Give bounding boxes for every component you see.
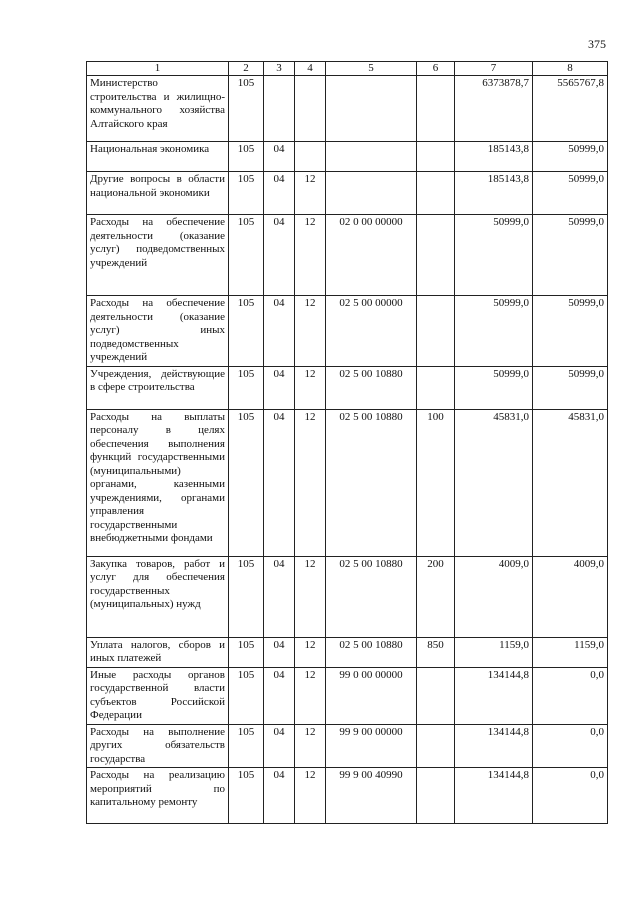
column-header: 6 [417,62,455,76]
cell-amount-1: 4009,0 [455,556,533,637]
cell-target-code: 99 9 00 40990 [326,768,417,824]
cell-expense-type [417,76,455,142]
cell-amount-1: 134144,8 [455,667,533,724]
cell-amount-2: 0,0 [533,724,608,768]
cell-subsection: 04 [264,296,295,367]
cell-subsection: 04 [264,667,295,724]
column-header: 5 [326,62,417,76]
cell-section: 105 [229,637,264,667]
table-row [87,215,608,296]
cell-amount-2: 1159,0 [533,637,608,667]
cell-subsection: 04 [264,172,295,215]
cell-target-code: 02 5 00 00000 [326,296,417,367]
cell-amount-1: 185143,8 [455,142,533,172]
cell-expense-type: 850 [417,637,455,667]
row-name: Расходы на обеспечение деятельности (оказание услуг) подведомственных учреждений [87,215,229,296]
cell-target-code [326,142,417,172]
table-row [87,76,608,142]
row-name: Расходы на выплаты персоналу в целях обеспечения выполнения функций государственными (муниципальными) органами, казенными учреждениями, органами управления государственными внебюджетными фондами [87,409,229,556]
cell-subsection-2: 12 [295,172,326,215]
cell-subsection-2: 12 [295,637,326,667]
column-header: 7 [455,62,533,76]
cell-target-code: 99 9 00 00000 [326,724,417,768]
table-row [87,409,608,556]
cell-section: 105 [229,296,264,367]
cell-expense-type [417,142,455,172]
cell-subsection-2: 12 [295,366,326,409]
cell-subsection: 04 [264,142,295,172]
row-name: Учреждения, действующие в сфере строительства [87,366,229,409]
cell-subsection-2: 12 [295,215,326,296]
table-row [87,172,608,215]
cell-amount-1: 134144,8 [455,768,533,824]
cell-expense-type [417,296,455,367]
cell-target-code: 02 5 00 10880 [326,366,417,409]
row-name: Министерство строительства и жилищно-коммунального хозяйства Алтайского края [87,76,229,142]
cell-subsection: 04 [264,215,295,296]
cell-subsection-2: 12 [295,768,326,824]
cell-subsection-2: 12 [295,724,326,768]
cell-subsection-2 [295,76,326,142]
cell-expense-type [417,724,455,768]
table-row [87,724,608,768]
row-name: Национальная экономика [87,142,229,172]
cell-section: 105 [229,366,264,409]
table-row [87,366,608,409]
cell-amount-2: 5565767,8 [533,76,608,142]
cell-amount-2: 50999,0 [533,296,608,367]
cell-amount-2: 0,0 [533,667,608,724]
row-name: Другие вопросы в области национальной экономики [87,172,229,215]
cell-expense-type [417,215,455,296]
cell-amount-2: 0,0 [533,768,608,824]
column-header: 3 [264,62,295,76]
row-name: Расходы на обеспечение деятельности (оказание услуг) иных подведомственных учреждений [87,296,229,367]
row-name: Иные расходы органов государственной власти субъектов Российской Федерации [87,667,229,724]
cell-section: 105 [229,142,264,172]
cell-amount-2: 50999,0 [533,215,608,296]
cell-target-code [326,172,417,215]
cell-section: 105 [229,76,264,142]
cell-amount-2: 50999,0 [533,142,608,172]
budget-table [86,61,608,824]
row-name: Уплата налогов, сборов и иных платежей [87,637,229,667]
cell-target-code: 99 0 00 00000 [326,667,417,724]
table-row [87,637,608,667]
cell-section: 105 [229,724,264,768]
cell-expense-type [417,366,455,409]
column-header: 1 [87,62,229,76]
cell-amount-2: 50999,0 [533,172,608,215]
cell-subsection [264,76,295,142]
cell-amount-1: 185143,8 [455,172,533,215]
page-number: 375 [588,37,606,51]
column-header: 4 [295,62,326,76]
cell-subsection: 04 [264,556,295,637]
column-header: 2 [229,62,264,76]
cell-target-code: 02 0 00 00000 [326,215,417,296]
cell-section: 105 [229,768,264,824]
cell-subsection-2 [295,142,326,172]
cell-amount-1: 45831,0 [455,409,533,556]
cell-expense-type: 200 [417,556,455,637]
cell-amount-1: 50999,0 [455,296,533,367]
cell-expense-type [417,667,455,724]
cell-amount-1: 50999,0 [455,366,533,409]
cell-section: 105 [229,172,264,215]
cell-section: 105 [229,556,264,637]
cell-subsection: 04 [264,409,295,556]
table-row [87,768,608,824]
table-row [87,667,608,724]
table-body [87,62,608,824]
cell-section: 105 [229,667,264,724]
table-row [87,142,608,172]
table-row [87,296,608,367]
cell-target-code: 02 5 00 10880 [326,637,417,667]
cell-subsection: 04 [264,366,295,409]
cell-subsection-2: 12 [295,667,326,724]
cell-subsection-2: 12 [295,556,326,637]
column-header: 8 [533,62,608,76]
cell-amount-2: 45831,0 [533,409,608,556]
cell-amount-1: 50999,0 [455,215,533,296]
cell-target-code: 02 5 00 10880 [326,409,417,556]
cell-expense-type [417,768,455,824]
table-row [87,556,608,637]
cell-target-code [326,76,417,142]
header-row [87,62,608,76]
cell-expense-type [417,172,455,215]
cell-subsection-2: 12 [295,296,326,367]
cell-expense-type: 100 [417,409,455,556]
cell-amount-1: 134144,8 [455,724,533,768]
cell-amount-1: 1159,0 [455,637,533,667]
row-name: Закупка товаров, работ и услуг для обеспечения государственных (муниципальных) нужд [87,556,229,637]
cell-amount-2: 4009,0 [533,556,608,637]
row-name: Расходы на реализацию мероприятий по капитальному ремонту [87,768,229,824]
cell-amount-2: 50999,0 [533,366,608,409]
cell-subsection: 04 [264,724,295,768]
cell-target-code: 02 5 00 10880 [326,556,417,637]
cell-amount-1: 6373878,7 [455,76,533,142]
row-name: Расходы на выполнение других обязательств государства [87,724,229,768]
cell-subsection: 04 [264,768,295,824]
cell-subsection: 04 [264,637,295,667]
cell-section: 105 [229,409,264,556]
cell-subsection-2: 12 [295,409,326,556]
cell-section: 105 [229,215,264,296]
